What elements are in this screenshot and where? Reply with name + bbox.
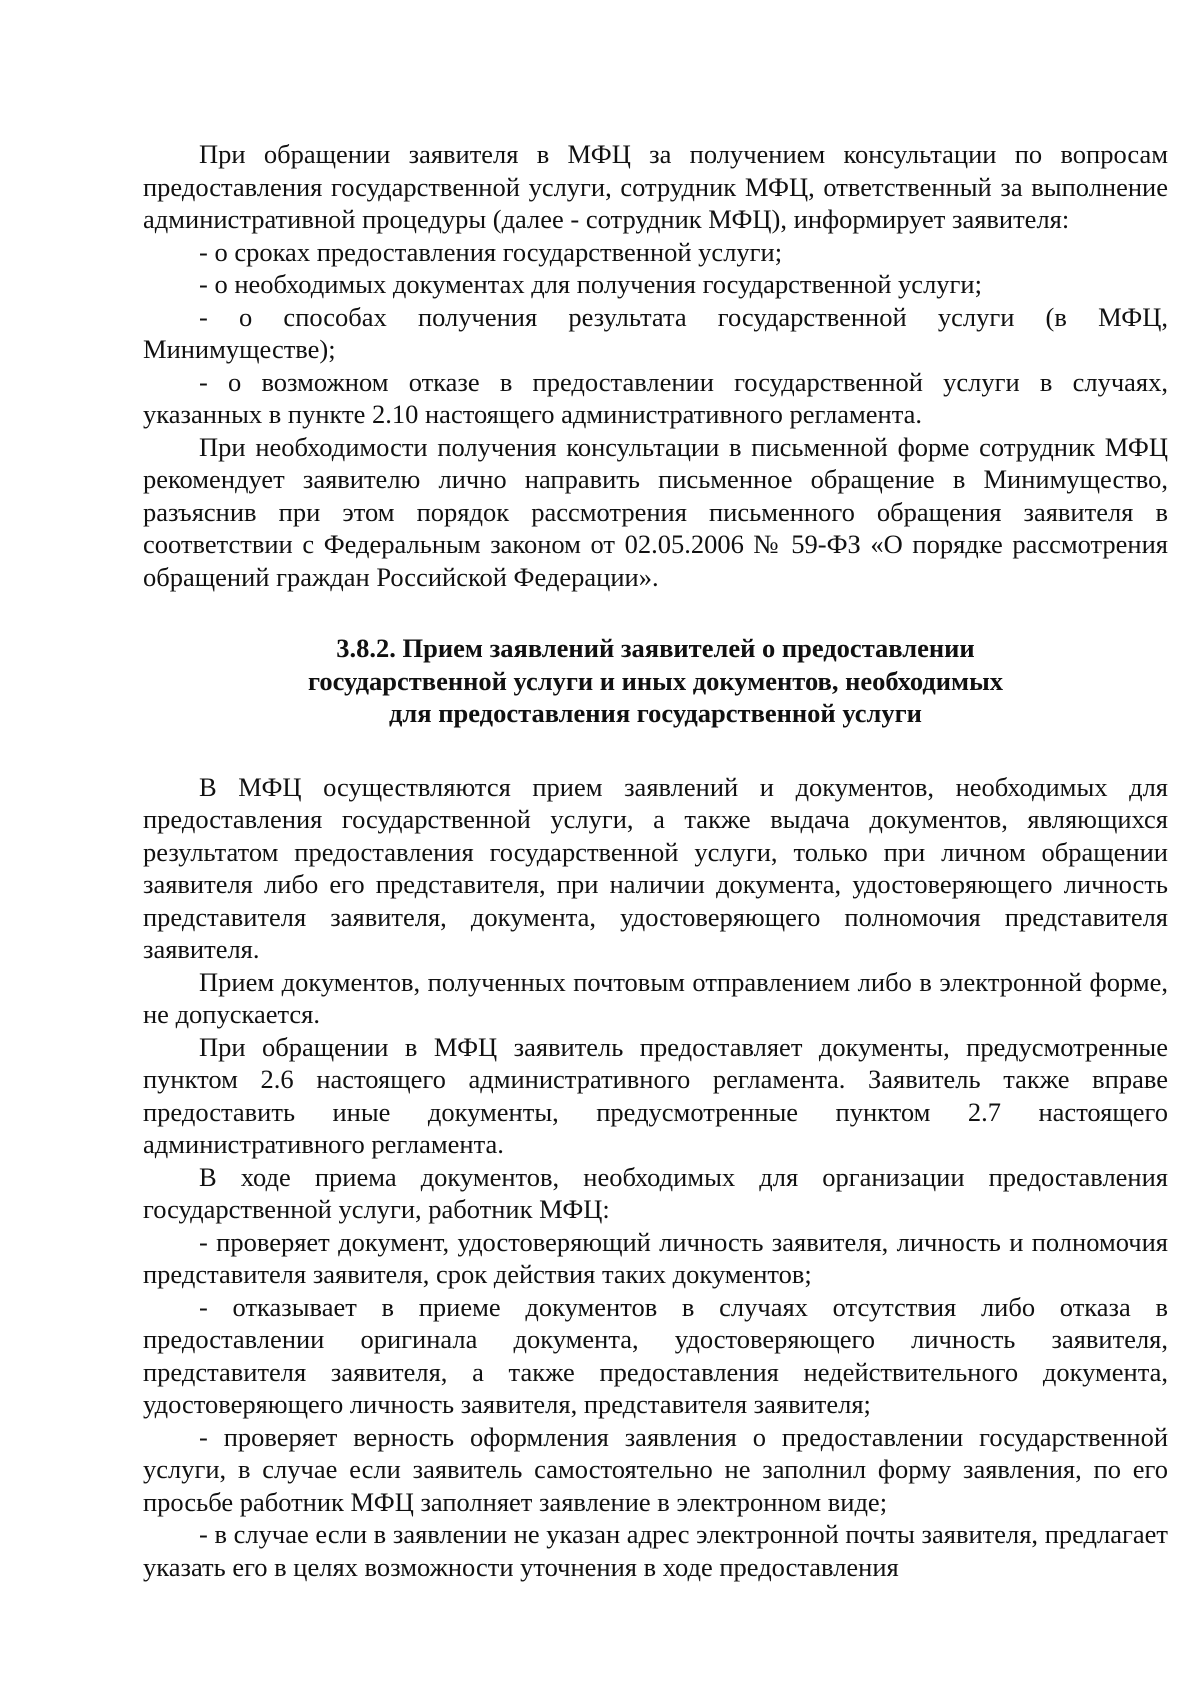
list-item: - о сроках предоставления государственной услуги; xyxy=(199,236,783,267)
section-heading-line: 3.8.2. Прием заявлений заявителей о предоставлении xyxy=(336,633,975,663)
list-item: - отказывает в приеме документов в случаях отсутствия либо отказа в предоставлении оригинала документа, удостоверяющего личность заявителя, представителя заявителя, а также предоставления недействительного документа, удостоверяющего личность заявителя, представителя заявителя; xyxy=(143,1291,1168,1419)
paragraph: При обращении в МФЦ заявитель предоставляет документы, предусмотренные пунктом 2.6 настоящего административного регламента. Заявитель также вправе предоставить иные документы, предусмотренные пунктом 2.7 настоящего административного регламента. xyxy=(143,1031,1168,1159)
list-item: - проверяет верность оформления заявления о предоставлении государственной услуги, в случае если заявитель самостоятельно не заполнил форму заявления, по его просьбе работник МФЦ заполняет заявление в электронном виде; xyxy=(143,1421,1168,1517)
list-item: - о способах получения результата государственной услуги (в МФЦ, Минимуществе); xyxy=(143,301,1168,364)
list-item: - о необходимых документах для получения государственной услуги; xyxy=(199,269,982,299)
list-item: - о возможном отказе в предоставлении государственной услуги в случаях, указанных в пункте 2.10 настоящего административного регламента. xyxy=(143,366,1168,429)
paragraph: В ходе приема документов, необходимых для организации предоставления государственной услуги, работник МФЦ: xyxy=(143,1161,1168,1224)
paragraph: В МФЦ осуществляются прием заявлений и документов, необходимых для предоставления государственной услуги, а также выдача документов, являющихся результатом предоставления государственной услуги, только при личном обращении заявителя либо его представителя, при наличии документа, удостоверяющего личность представителя заявителя, документа, удостоверяющего полномочия представителя заявителя. xyxy=(143,771,1168,964)
section-heading-line: для предоставления государственной услуги xyxy=(389,698,922,728)
paragraph: При обращении заявителя в МФЦ за получением консультации по вопросам предоставления государственной услуги, сотрудник МФЦ, ответственный за выполнение административной процедуры (далее - сотрудник МФЦ), информирует заявителя: xyxy=(143,139,1168,234)
list-item: - проверяет документ, удостоверяющий личность заявителя, личность и полномочия представителя заявителя, срок действия таких документов; xyxy=(143,1226,1168,1289)
paragraph: При необходимости получения консультации в письменной форме сотрудник МФЦ рекомендует заявителю лично направить письменное обращение в Минимущество, разъяснив при этом порядок рассмотрения письменного обращения заявителя в соответствии с Федеральным законом от 02.05.2006 № 59-ФЗ «О порядке рассмотрения обращений граждан Российской Федерации». xyxy=(143,431,1168,592)
document-body xyxy=(143,138,1168,1583)
list-item: - в случае если в заявлении не указан адрес электронной почты заявителя, предлагает указать его в целях возможности уточнения в ходе предоставления xyxy=(143,1519,1168,1582)
section-heading xyxy=(143,632,1168,730)
paragraph: Прием документов, полученных почтовым отправлением либо в электронной форме, не допускается. xyxy=(143,966,1168,1029)
section-heading-line: государственной услуги и иных документов, необходимых xyxy=(307,665,1004,696)
